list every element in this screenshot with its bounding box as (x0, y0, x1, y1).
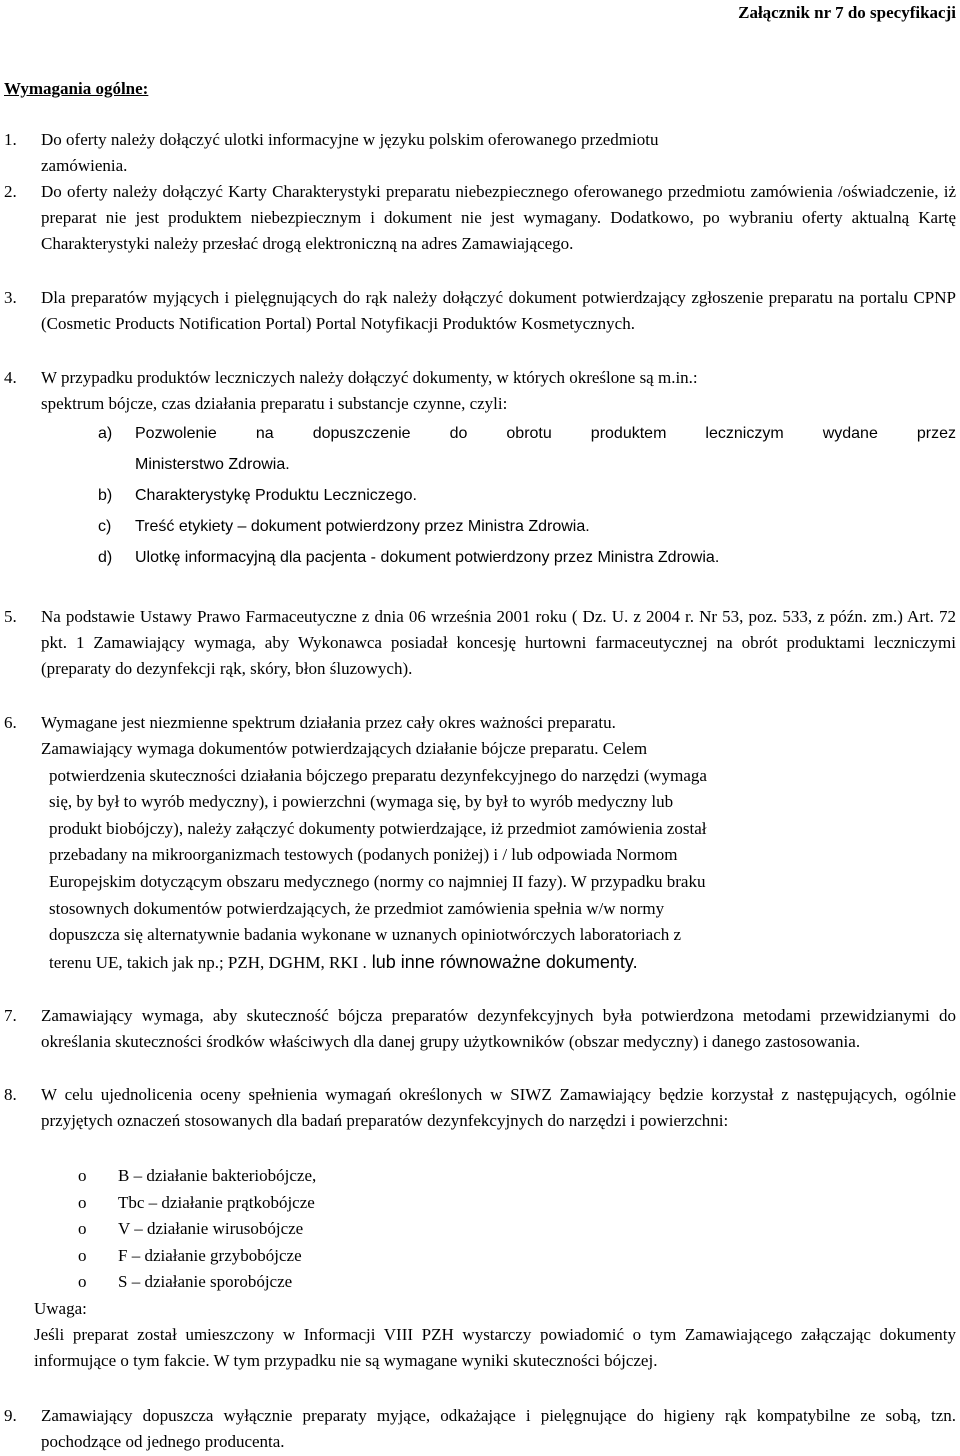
sub-item: d) Ulotkę informacyjną dla pacjenta - dokument potwierdzony przez Ministra Zdrowia. (98, 549, 720, 566)
note-label: Uwaga: (34, 1299, 87, 1318)
list-item: 6. Wymagane jest niezmienne spektrum działania przez cały okres ważności preparatu. (4, 713, 616, 732)
list-item: o B – działanie bakteriobójcze, (78, 1166, 317, 1185)
item6-paragraph: Zamawiający wymaga dokumentów potwierdzających działanie bójcze preparatu. Celem potwierdzenia skuteczności działania bójczego preparatu dezynfekcyjnego do narzędzi (wymaga się, by był to wyrób medyczny), i powierzchni (wymaga się, by był to wyrób medyczny lub produkt biobójczy), należy załączyć dokumenty potwierdzające, iż przedmiot zamówienia został przebadany na mikroorganizmach testowych (podanych poniżej) i / lub odpowiada Normom Europejskim dotyczącym obszaru medycznego (normy co najmniej II fazy). W przypadku braku stosownych dokumentów potwierdzających, że przedmiot zamówienia spełnia w/w normy dopuszcza się alternatywnie badania wykonane w uznanych opiniotwórczych laboratoriach z terenu UE, takich jak np.; PZH, DGHM, RKI . lub inne równoważne dokumenty. (41, 739, 707, 972)
sub-item: c) Treść etykiety – dokument potwierdzony przez Ministra Zdrowia. (98, 518, 590, 535)
note-text: Jeśli preparat został umieszczony w Informacji VIII PZH wystarczy powiadomić o tym Zamawiającego załączając dokumenty informujące o tym fakcie. W tym przypadku nie są wymagane wyniki skuteczności bójczej. (34, 1325, 956, 1370)
designation-list (78, 1163, 316, 1296)
list-item: o F – działanie grzybobójcze (78, 1245, 302, 1265)
list-item: 3. Dla preparatów myjących i pielęgnujących do rąk należy dołączyć dokument potwierdzający zgłoszenie preparatu na portalu CPNP (Cosmetic Products Notification Portal) Portal Notyfikacji Produktów Kosmetycznych. (4, 288, 956, 333)
sub-list: a) Pozwolenie na dopuszczenie do obrotu produktem leczniczym wydane przez Ministerstwo Zdrowia. b) Charakterystykę Produktu Leczniczego. c) Treść etykiety – dokument potwierdzony przez Ministra Zdrowia. d) Ulotkę informacyjną dla pacjenta - dokument potwierdzony przez Ministra Zdrowia. (98, 418, 956, 573)
list-item: 7. Zamawiający wymaga, aby skuteczność bójcza preparatów dezynfekcyjnych była potwierdzona metodami przewidzianymi do określania skuteczności środków właściwych dla danej grupy użytkowników (obszar medyczny) i danego zastosowania. (4, 1006, 956, 1051)
list-item: 8. W celu ujednolicenia oceny spełnienia wymagań określonych w SIWZ Zamawiający będzie korzystał z następujących, ogólnie przyjętych oznaczeń stosowanych dla badań preparatów dezynfekcyjnych do narzędzi i powierzchni: (4, 1085, 956, 1130)
list-item: 5. Na podstawie Ustawy Prawo Farmaceutyczne z dnia 06 września 2001 roku ( Dz. U. z 2004 r. Nr 53, poz. 533, z późn. zm.) Art. 72 pkt. 1 Zamawiający wymaga, aby Wykonawca posiadał koncesję hurtowni farmaceutycznej na obrót produktami leczniczymi (preparaty do dezynfekcji rąk, skóry, błon śluzowych). (4, 607, 956, 678)
attachment-header: Załącznik nr 7 do specyfikacji (738, 3, 956, 22)
list-item: o S – działanie sporobójcze (78, 1272, 293, 1292)
list-item: 2. Do oferty należy dołączyć Karty Charakterystyki preparatu niebezpiecznego oferowanego przedmiotu zamówienia /oświadczenie, iż preparat nie jest produktem niebezpiecznym i dokument nie jest wymagany. Dodatkowo, po wybraniu oferty aktualną Kartę Charakterystyki należy przesłać drogą elektroniczną na adres Zamawiającego. (4, 182, 956, 253)
general-requirements-heading: Wymagania ogólne: (4, 79, 149, 98)
sub-item: a) Pozwolenie na dopuszczenie do obrotu produktem leczniczym wydane przez (98, 425, 956, 442)
list-item: 9. Zamawiający dopuszcza wyłącznie preparaty myjące, odkażające i pielęgnujące do higieny rąk kompatybilne ze sobą, tzn. pochodzące od jednego producenta. (4, 1406, 956, 1451)
list-item: 4. W przypadku produktów leczniczych należy dołączyć dokumenty, w których określone są m.in.: spektrum bójcze, czas działania preparatu i substancje czynne, czyli: (4, 368, 698, 413)
list-item: o Tbc – działanie prątkobójcze (78, 1192, 315, 1212)
list-item: o V – działanie wirusobójcze (78, 1219, 304, 1239)
list-item: 1. Do oferty należy dołączyć ulotki informacyjne w języku polskim oferowanego przedmiotu zamówienia. (4, 130, 659, 175)
sub-item: b) Charakterystykę Produktu Leczniczego. (98, 487, 417, 504)
